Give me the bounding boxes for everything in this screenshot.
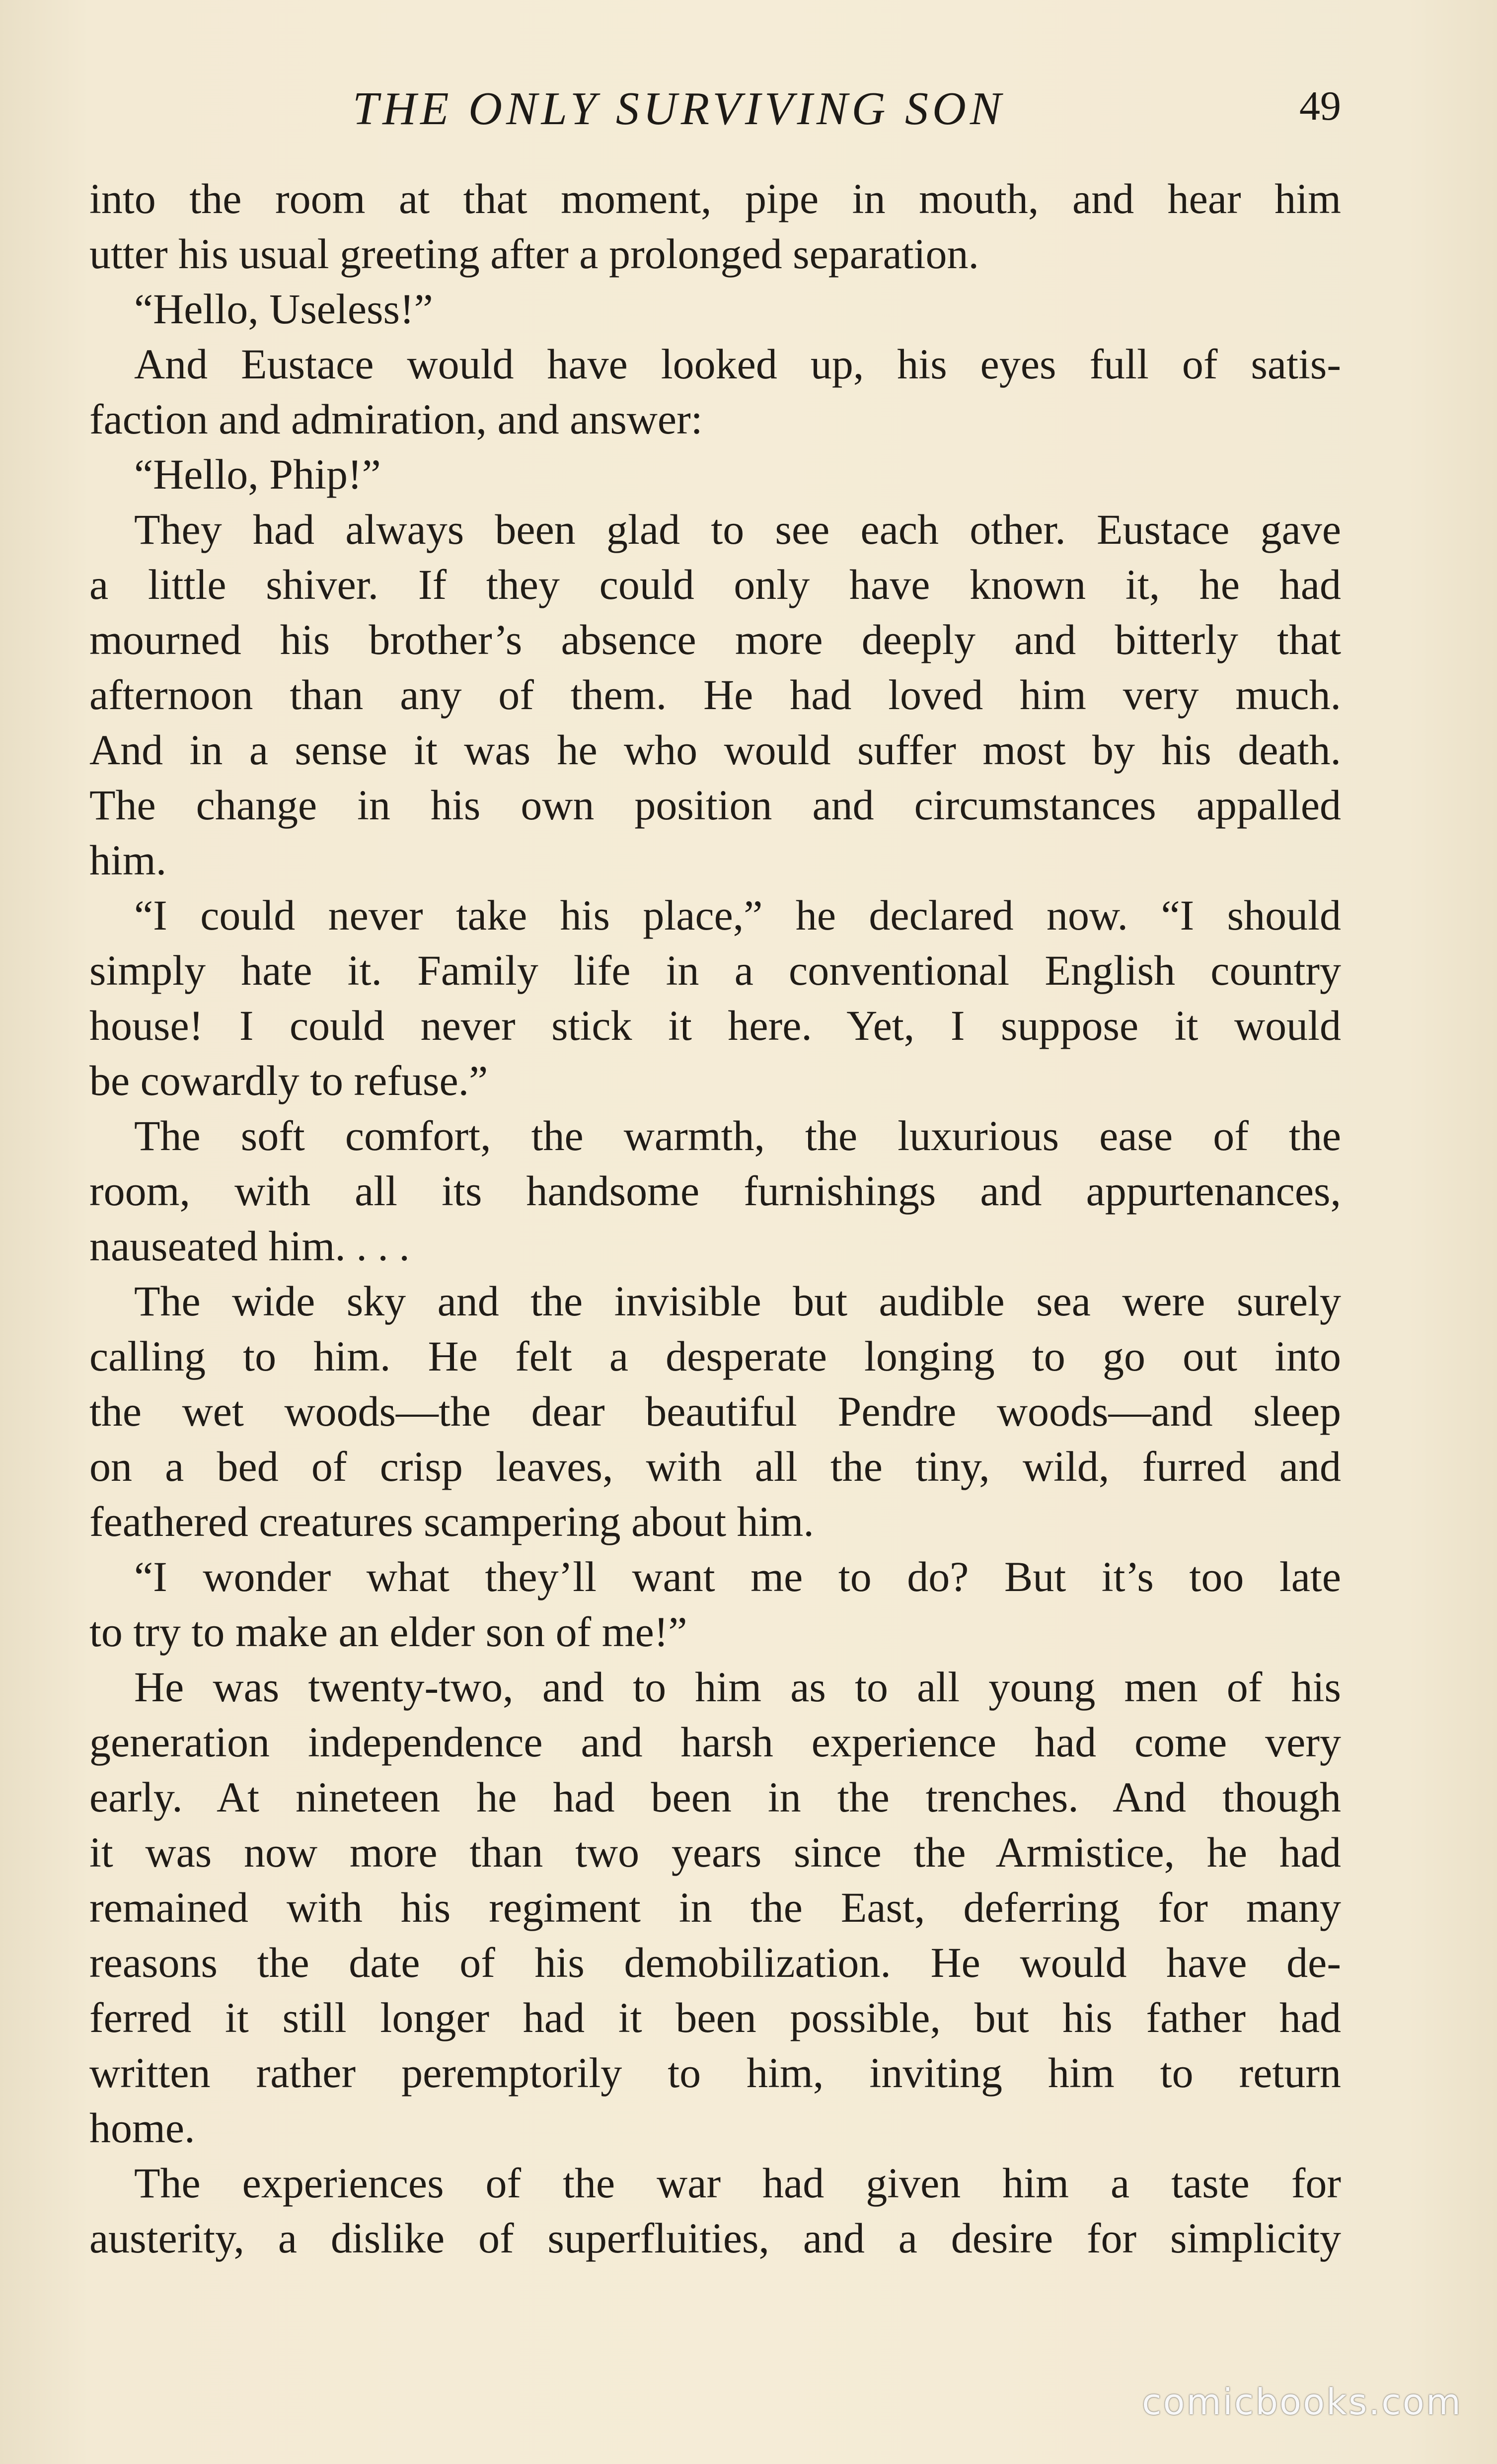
text-line: utter his usual greeting after a prolonged separation. (89, 230, 979, 278)
text-line: The change in his own position and circumstances appalled (89, 781, 1341, 829)
text-line: nauseated him. . . . (89, 1222, 410, 1270)
text-line: be cowardly to refuse.” (89, 1057, 488, 1104)
text-line: on a bed of crisp leaves, with all the tiny, wild, furred and (89, 1443, 1341, 1490)
text-line: calling to him. He felt a desperate longing to go out into (89, 1332, 1341, 1380)
text-line: early. At nineteen he had been in the trenches. And though (89, 1773, 1341, 1821)
text-line: remained with his regiment in the East, deferring for many (89, 1884, 1341, 1931)
text-line: room, with all its handsome furnishings and appurtenances, (89, 1167, 1341, 1215)
running-title: THE ONLY SURVIVING SON (353, 83, 1005, 135)
page-number: 49 (1299, 83, 1341, 129)
running-head (89, 82, 1341, 146)
text-line: generation independence and harsh experience had come very (89, 1718, 1341, 1766)
text-line: him. (89, 836, 167, 884)
text-line: The wide sky and the invisible but audible sea were surely (134, 1277, 1341, 1325)
text-line: “I wonder what they’ll want me to do? But it’s too late (134, 1553, 1341, 1600)
text-line: mourned his brother’s absence more deeply and bitterly that (89, 616, 1341, 663)
text-line: house! I could never stick it here. Yet, I suppose it would (89, 1002, 1341, 1049)
text-line: And in a sense it was he who would suffer most by his death. (89, 726, 1341, 774)
text-line: it was now more than two years since the Armistice, he had (89, 1828, 1341, 1876)
text-line: austerity, a dislike of superfluities, and a desire for simplicity (89, 2214, 1341, 2262)
text-line: feathered creatures scampering about him. (89, 1498, 814, 1545)
text-line: ferred it still longer had it been possible, but his father had (89, 1994, 1341, 2041)
text-line: into the room at that moment, pipe in mouth, and hear him (89, 175, 1341, 222)
watermark: comicbooks.com (1141, 2381, 1462, 2423)
text-line: afternoon than any of them. He had loved him very much. (89, 671, 1341, 719)
text-line: to try to make an elder son of me!” (89, 1608, 687, 1656)
text-line: The experiences of the war had given him a taste for (134, 2159, 1341, 2207)
text-line: They had always been glad to see each other. Eustace gave (134, 506, 1341, 553)
text-line: “I could never take his place,” he declared now. “I should (134, 891, 1341, 939)
text-line: home. (89, 2104, 195, 2152)
text-line: The soft comfort, the warmth, the luxurious ease of the (134, 1112, 1341, 1160)
text-line: written rather peremptorily to him, inviting him to return (89, 2049, 1341, 2097)
text-line: faction and admiration, and answer: (89, 395, 703, 443)
text-line: And Eustace would have looked up, his eyes full of satis- (134, 340, 1341, 388)
text-line: “Hello, Useless!” (134, 285, 433, 333)
text-line: “Hello, Phip!” (134, 450, 381, 498)
text-line: the wet woods—the dear beautiful Pendre woods—and sleep (89, 1387, 1341, 1435)
text-line: a little shiver. If they could only have known it, he had (89, 561, 1341, 608)
text-line: reasons the date of his demobilization. He would have de- (89, 1939, 1341, 1986)
text-line: simply hate it. Family life in a conventional English country (89, 946, 1341, 994)
body-text (89, 171, 1341, 2266)
text-line: He was twenty-two, and to him as to all young men of his (134, 1663, 1341, 1711)
